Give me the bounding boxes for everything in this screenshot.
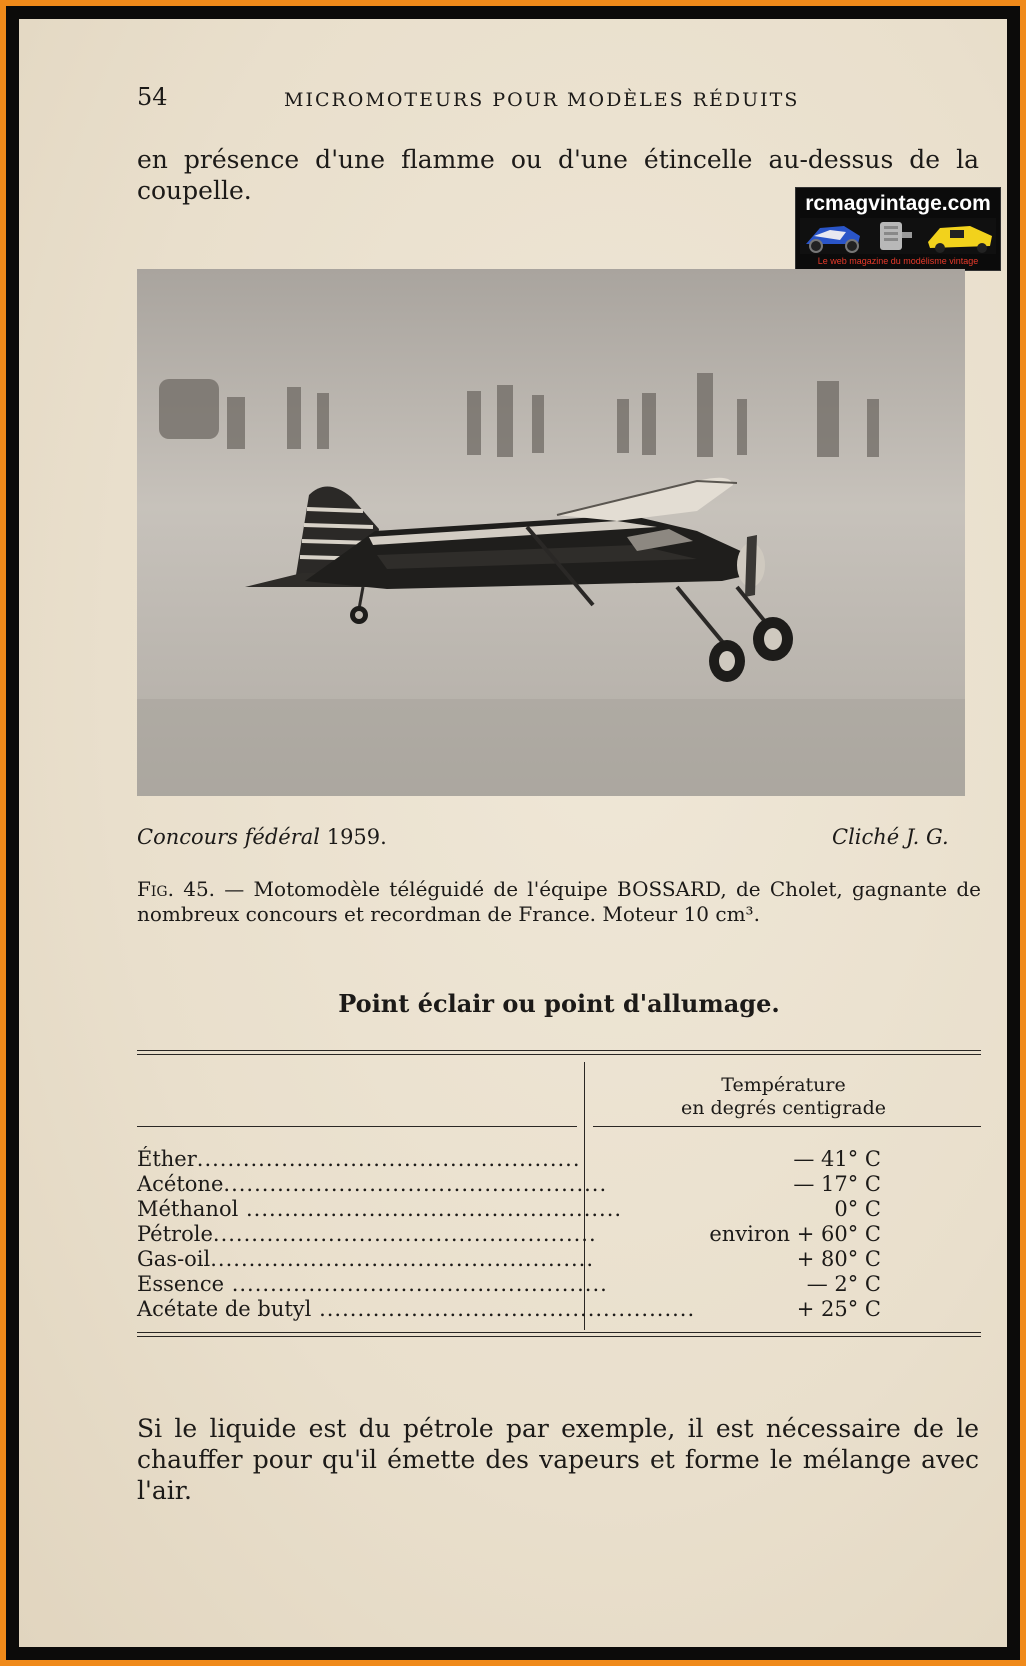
- table-row-label: Acétate de butyl .................................................: [137, 1297, 696, 1321]
- model-airplane-image: [137, 269, 965, 796]
- temperature-header-line1: Température: [721, 1074, 846, 1096]
- table-row-label: Gas-oil..................................................: [137, 1247, 595, 1271]
- table-row-value: + 80° C: [796, 1247, 881, 1271]
- table-row-label: Pétrole..................................................: [137, 1222, 597, 1246]
- table-top-rule: [137, 1050, 981, 1051]
- figure-description: — Motomodèle téléguidé de l'équipe BOSSARD, de Cholet, gagnante de nombreux concours et recordman de France. Moteur 10 cm³.: [137, 877, 981, 926]
- table-top-rule-2: [137, 1054, 981, 1055]
- page-frame: [6, 6, 1020, 1660]
- table-bottom-rule-2: [137, 1336, 981, 1337]
- temperature-header-line2: en degrés centigrade: [680, 1097, 887, 1119]
- table-row-label: Acétone..................................................: [137, 1172, 608, 1196]
- table-row-value: — 17° C: [793, 1172, 881, 1196]
- photo-credit: Cliché J. G.: [832, 825, 949, 849]
- table-row-value: environ + 60° C: [709, 1222, 881, 1246]
- table-row-value: — 41° C: [793, 1147, 881, 1171]
- table-title: Point éclair ou point d'allumage.: [338, 989, 780, 1018]
- caption-event-year: 1959.: [326, 825, 387, 849]
- table-header-rule-right: [593, 1126, 981, 1127]
- running-title: MICROMOTEURS POUR MODÈLES RÉDUITS: [284, 89, 800, 111]
- watermark-site-name: rcmagvintage.com: [805, 192, 991, 215]
- table-bottom-rule: [137, 1332, 981, 1333]
- table-header-rule-left: [137, 1126, 577, 1127]
- site-watermark: [795, 187, 1001, 271]
- figure-label: Fig. 45.: [137, 877, 216, 901]
- watermark-models-icon: [800, 218, 996, 254]
- table-row-value: + 25° C: [796, 1297, 881, 1321]
- table-row-label: Essence .................................................: [137, 1272, 608, 1296]
- book-page: [19, 19, 1007, 1647]
- table-row-label: Éther..................................................: [137, 1147, 581, 1171]
- photo-caption-event: [137, 825, 387, 849]
- closing-paragraph: Si le liquide est du pétrole par exemple, il est nécessaire de le chauffer pour qu'il émette des vapeurs et forme le mélange avec l'air.: [137, 1414, 979, 1505]
- figure-caption: [137, 877, 981, 927]
- caption-event-name: Concours fédéral: [137, 825, 321, 849]
- intro-paragraph: en présence d'une flamme ou d'une étincelle au-dessus de la coupelle.: [137, 145, 979, 205]
- temperature-column-header: [586, 1074, 981, 1120]
- page-number: 54: [137, 83, 168, 111]
- table-row-label: Méthanol .................................................: [137, 1197, 623, 1221]
- airplane-photo: [137, 269, 965, 796]
- watermark-tagline: Le web magazine du modélisme vintage: [817, 256, 979, 266]
- table-row-value: 0° C: [834, 1197, 881, 1221]
- table-row-value: — 2° C: [806, 1272, 881, 1296]
